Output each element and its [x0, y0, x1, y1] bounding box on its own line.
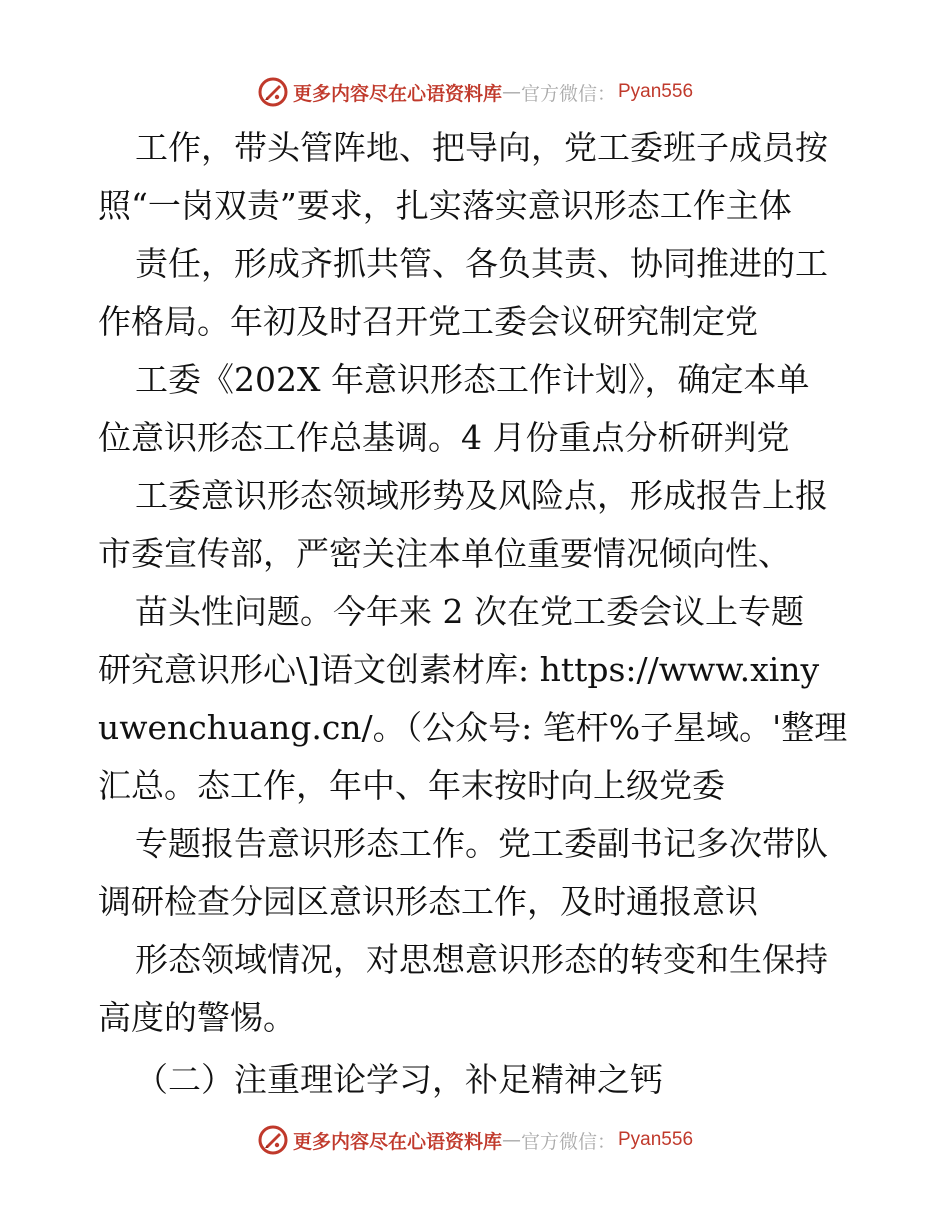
body-line-12: 汇总。态工作，年中、年末按时向上级党委 — [98, 766, 725, 805]
body-line-8: 市委宣传部，严密关注本单位重要情况倾向性、 — [98, 534, 791, 573]
body-line-10: 研究意识形心\]语文创素材库: https://www.xiny — [98, 650, 820, 689]
watermark-dash: — — [501, 81, 521, 103]
watermark-wechat-label: 官方微信： — [520, 1130, 616, 1153]
footer-watermark — [0, 1120, 950, 1160]
body-line-7: 工委意识形态领域形势及风险点，形成报告上报 — [135, 476, 828, 515]
body-line-14: 调研检查分园区意识形态工作，及时通报意识 — [98, 882, 758, 921]
watermark-main-text: 更多内容尽在心语资料库 — [292, 1130, 502, 1153]
body-line-1: 工作，带头管阵地、把导向，党工委班子成员按 — [135, 128, 828, 167]
body-line-5: 工委《202X 年意识形态工作计划》，确定本单 — [135, 360, 810, 399]
watermark-wechat-label: 官方微信： — [520, 82, 616, 105]
body-line-13: 专题报告意识形态工作。党工委副书记多次带队 — [135, 824, 828, 863]
body-line-4: 作格局。年初及时召开党工委会议研究制定党 — [98, 302, 758, 341]
watermark-main-text: 更多内容尽在心语资料库 — [292, 82, 502, 105]
watermark-wechat-id: Pyan556 — [618, 81, 694, 102]
quill-logo-icon — [257, 76, 289, 108]
header-watermark — [0, 72, 950, 112]
body-line-2: 照“一岗双责”要求，扎实落实意识形态工作主体 — [98, 186, 792, 225]
watermark-dash: — — [501, 1129, 521, 1151]
section-heading: （二）注重理论学习，补足精神之钙 — [135, 1060, 663, 1099]
body-line-16: 高度的警惕。 — [98, 998, 296, 1037]
body-line-6: 位意识形态工作总基调。4 月份重点分析研判党 — [98, 418, 790, 457]
body-line-9: 苗头性问题。今年来 2 次在党工委会议上专题 — [135, 592, 804, 631]
watermark-wechat-id: Pyan556 — [618, 1129, 694, 1150]
body-line-11: uwenchuang.cn/。（公众号: 笔杆%子星域。'整理 — [98, 708, 848, 747]
body-line-15: 形态领域情况，对思想意识形态的转变和生保持 — [135, 940, 828, 979]
quill-logo-icon — [257, 1124, 289, 1156]
body-line-3: 责任，形成齐抓共管、各负其责、协同推进的工 — [135, 244, 828, 283]
